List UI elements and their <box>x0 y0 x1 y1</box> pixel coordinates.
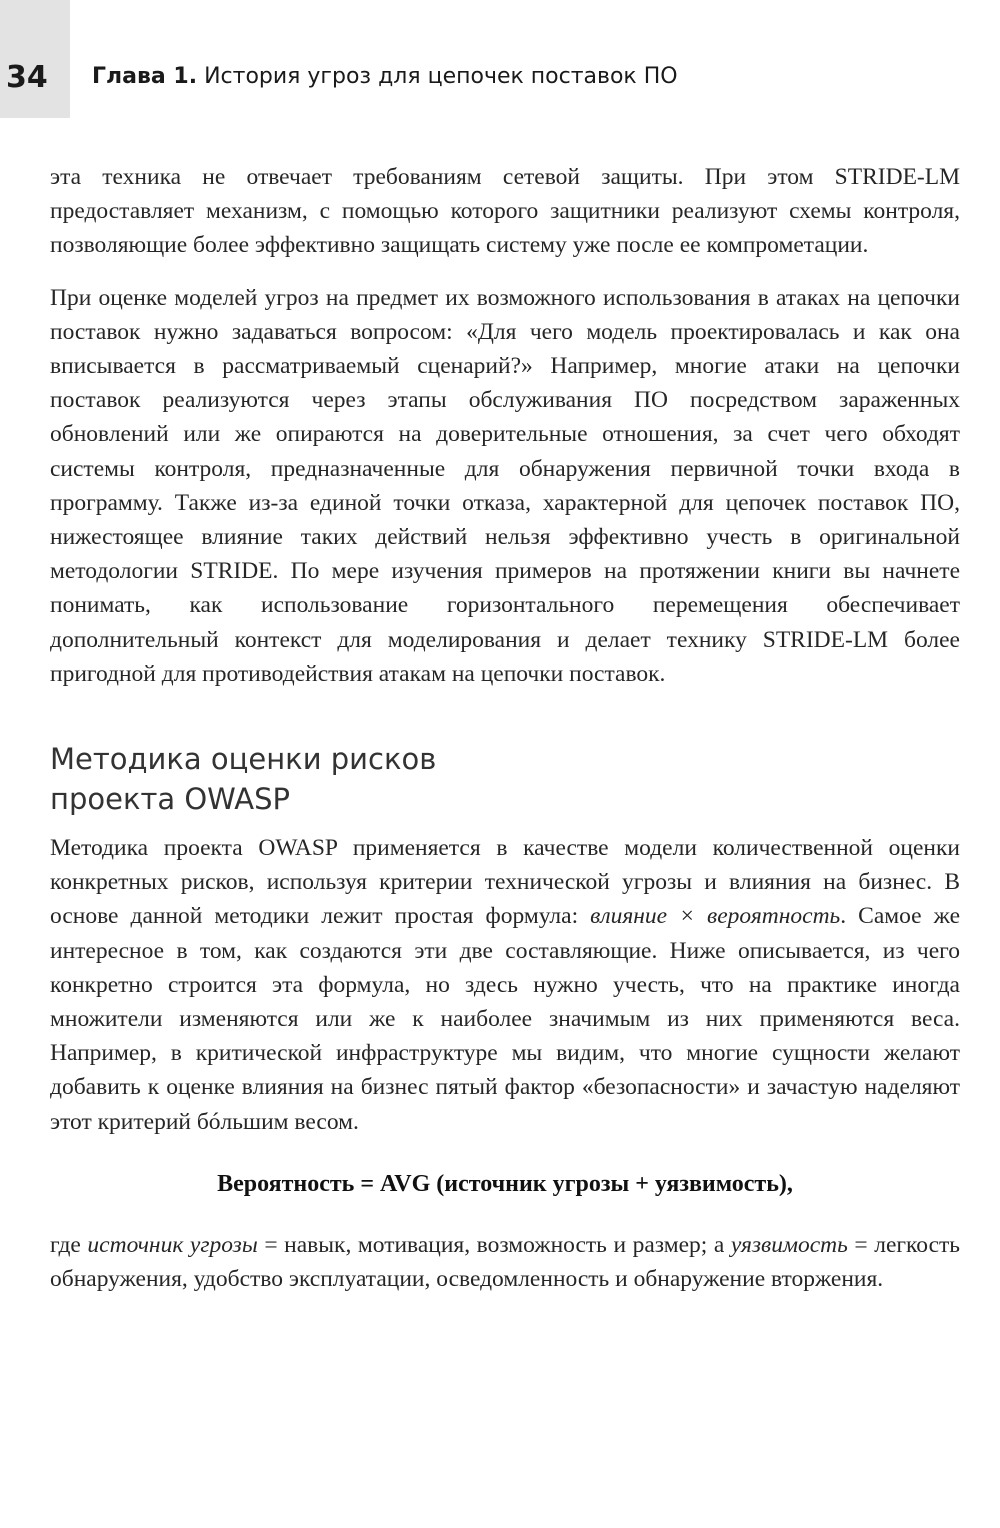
where-text: где <box>50 1231 88 1258</box>
running-head <box>92 64 678 89</box>
section-heading-line-2: проекта OWASP <box>50 782 291 817</box>
definition-vulnerability: = легкость обнаружения, удобство эксплуатации, осведомленность и обнаружение вторжения. <box>50 1231 960 1293</box>
page-number: 34 <box>6 60 48 95</box>
chapter-label: Глава 1. <box>92 64 198 89</box>
body-paragraph-2: При оценке моделей угроз на предмет их возможного использования в атаках на цепочки поставок нужно задаваться вопросом: «Для чего модель проектировалась и как она вписывается в рассматриваемый сценарий?» Например, многие атаки на цепочки поставок реализуются через этапы обслуживания ПО посредством зараженных обновлений или же опираются на доверительные отношения, за счет чего обходят системы контроля, предназначенные для обнаружения первичной точки входа в программу. Также из-за единой точки отказа, характерной для цепочек поставок ПО, нижестоящее влияние таких действий нельзя эффективно учесть в оригинальной методологии STRIDE. По мере изучения примеров на протяжении книги вы начнете понимать, как использование горизонтального перемещения обеспечивает дополнительный контекст для моделирования и делает технику STRIDE-LM более пригодной для противодействия атакам на цепочки поставок. <box>50 284 960 687</box>
body-paragraph-3 <box>50 831 960 1139</box>
section-heading <box>50 739 960 819</box>
term-vulnerability: уязвимость <box>730 1231 848 1258</box>
body-paragraph-1: эта техника не отвечает требованиям сетевой защиты. При этом STRIDE-LM предоставляет механизм, с помощью которого защитники реализуют схемы контроля, позволяющие более эффективно защищать систему уже после ее компрометации. <box>50 164 960 259</box>
page-number-tab <box>0 0 70 118</box>
section-heading-line-1: Методика оценки рисков <box>50 742 437 777</box>
term-threat-source: источник угрозы <box>87 1231 258 1258</box>
definition-threat-source: = навык, мотивация, возможность и размер; а <box>257 1231 731 1258</box>
formula-display: Вероятность = AVG (источник угрозы + уязвимость), <box>217 1170 793 1197</box>
formula-inline: влияние × вероятность <box>590 903 841 930</box>
page-body <box>50 160 960 1296</box>
body-paragraph-4 <box>50 1228 960 1296</box>
paragraph-3-rest: . Самое же интересное в том, как создаются эти две составляющие. Ниже описывается, из чего конкретно строится эта формула, но здесь нужно учесть, что на практике иногда множители изменяются или же к наиболее значимым из них применяются веса. Например, в критической инфраструктуре мы видим, что многие сущности желают добавить к оценке влияния на бизнес пятый фактор «безопасности» и зачастую наделяют этот критерий бóльшим весом. <box>50 903 960 1135</box>
paragraph-3-intro: Методика проекта OWASP применяется в качестве модели количественной оценки конкретных рисков, используя критерии технической угрозы и влияния на бизнес. В основе данной методики лежит простая формула: <box>50 835 960 930</box>
chapter-title: История угроз для цепочек поставок ПО <box>204 64 678 89</box>
